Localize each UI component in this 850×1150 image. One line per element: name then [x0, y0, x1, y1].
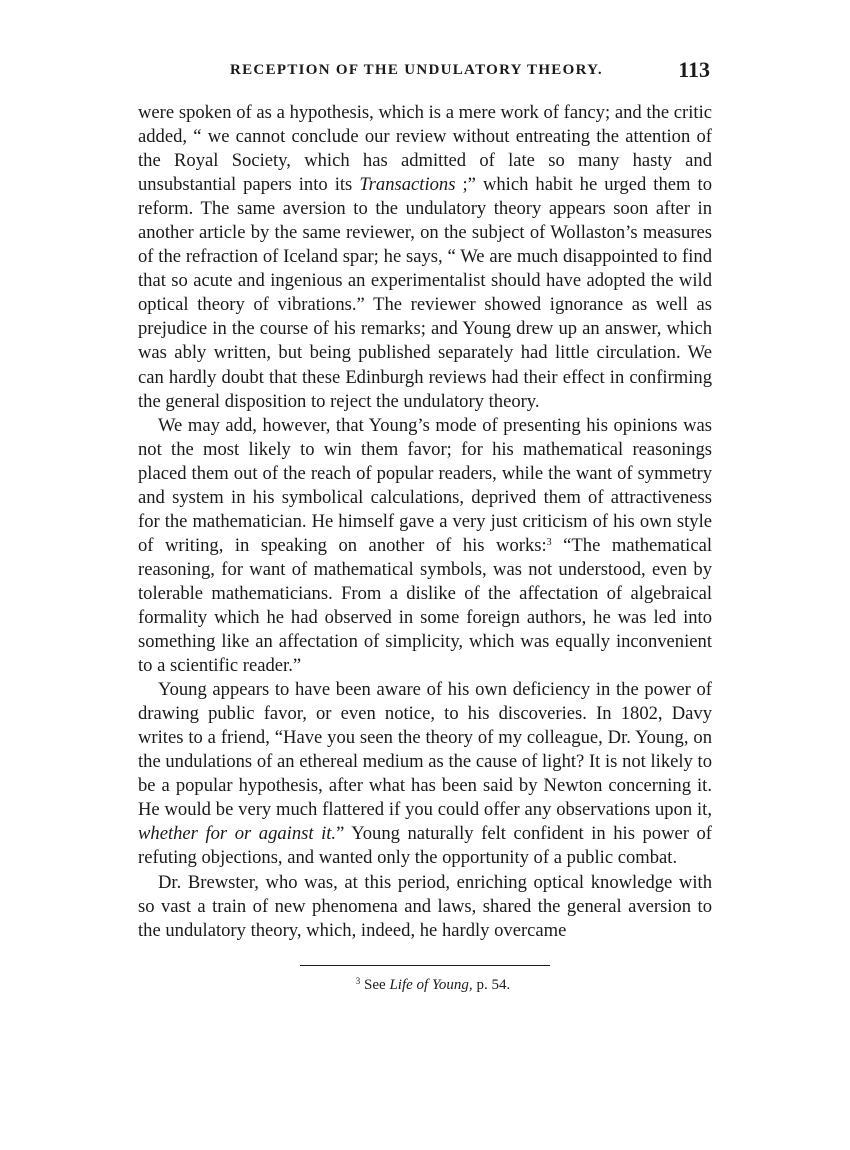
paragraph-3-text-a: Young appears to have been aware of his own deficiency in the power of drawing public favor, or even notice, to his discoveries. In 1802, Davy writes to a friend, “Have you seen the theory of my colleague, Dr. Young, on the undulations of an ethereal medium as the cause of light? It is not likely to be a popular hypothesis, after what has been said by Newton concerning it. He would be very much flattered if you could offer any observations upon it,: [138, 679, 712, 821]
footnote-italic-title: Life of Young,: [389, 976, 473, 993]
page-number: 113: [678, 57, 710, 82]
paragraph-3-text-c: ” Young naturally felt confident in his power of refuting objections, and wanted only the opportunity of a public combat.: [138, 823, 712, 869]
footnote-reference: 3: [546, 536, 552, 548]
footnote-text-a: See: [360, 976, 390, 993]
paragraph-3-italic-quote: whether for or against it.: [138, 823, 337, 845]
paragraph-1: [138, 101, 712, 414]
footnote-text-c: p. 54.: [472, 976, 511, 993]
paragraph-1-text-a: were spoken of as a hypothesis, which is a mere work of fancy; and the critic added, “ we cannot conclude our review without entreating the attention of the Royal Society, which has admitted of late so many hasty and unsubstantial papers into its: [138, 102, 712, 196]
paragraph-4-text-a: Dr. Brewster, who was, at this period, enriching optical knowledge with so vast a train of new phenomena and laws, shared the general aversion to the undulatory theory, which, indeed, he hardly overcame: [138, 871, 712, 941]
footnote-rule: [300, 965, 550, 966]
footnote-marker: 3: [355, 975, 361, 986]
paragraph-3: [138, 678, 712, 870]
paragraph-2-text-a: We may add, however, that Young’s mode of presenting his opinions was not the most likely to win them favor; for his mathematical reasonings placed them out of the reach of popular readers, while the want of symmetry and system in his symbolical calculations, deprived them of attractiveness for the mathematician. He himself gave a very just criticism of his own style of writing, in speaking on another of his works:: [138, 414, 712, 556]
book-page: [138, 56, 712, 994]
paragraph-2-text-b: “The mathematical reasoning, for want of mathematical symbols, was not understood, even by tolerable mathematicians. From a dislike of the affectation of algebraical formality which he had observed in some foreign authors, he was led into something like an affectation of simplicity, which was equally inconvenient to a scientific reader.”: [138, 534, 713, 677]
paragraph-2: [138, 414, 712, 679]
body-text: [138, 101, 712, 943]
paragraph-1-text-c: ;” which habit he urged them to reform. The same aversion to the undulatory theory appears soon after in another article by the same reviewer, on the subject of Wollaston’s measures of the refraction of Iceland spar; he says, “ We are much disappointed to find that so acute and ingenious an experimentalist should have adopted the wild optical theory of vibrations.” The reviewer showed ignorance as well as prejudice in the course of his remarks; and Young drew up an answer, which was ably written, but being published separately had little circulation. We can hardly doubt that these Edinburgh reviews had their effect in confirming the general disposition to reject the undulatory theory.: [138, 174, 712, 412]
paragraph-1-italic-transactions: Transactions: [359, 174, 456, 196]
paragraph-4: [138, 871, 712, 943]
footnote: [138, 976, 712, 994]
running-head: [138, 56, 712, 86]
running-title: RECEPTION OF THE UNDULATORY THEORY.: [230, 62, 603, 78]
